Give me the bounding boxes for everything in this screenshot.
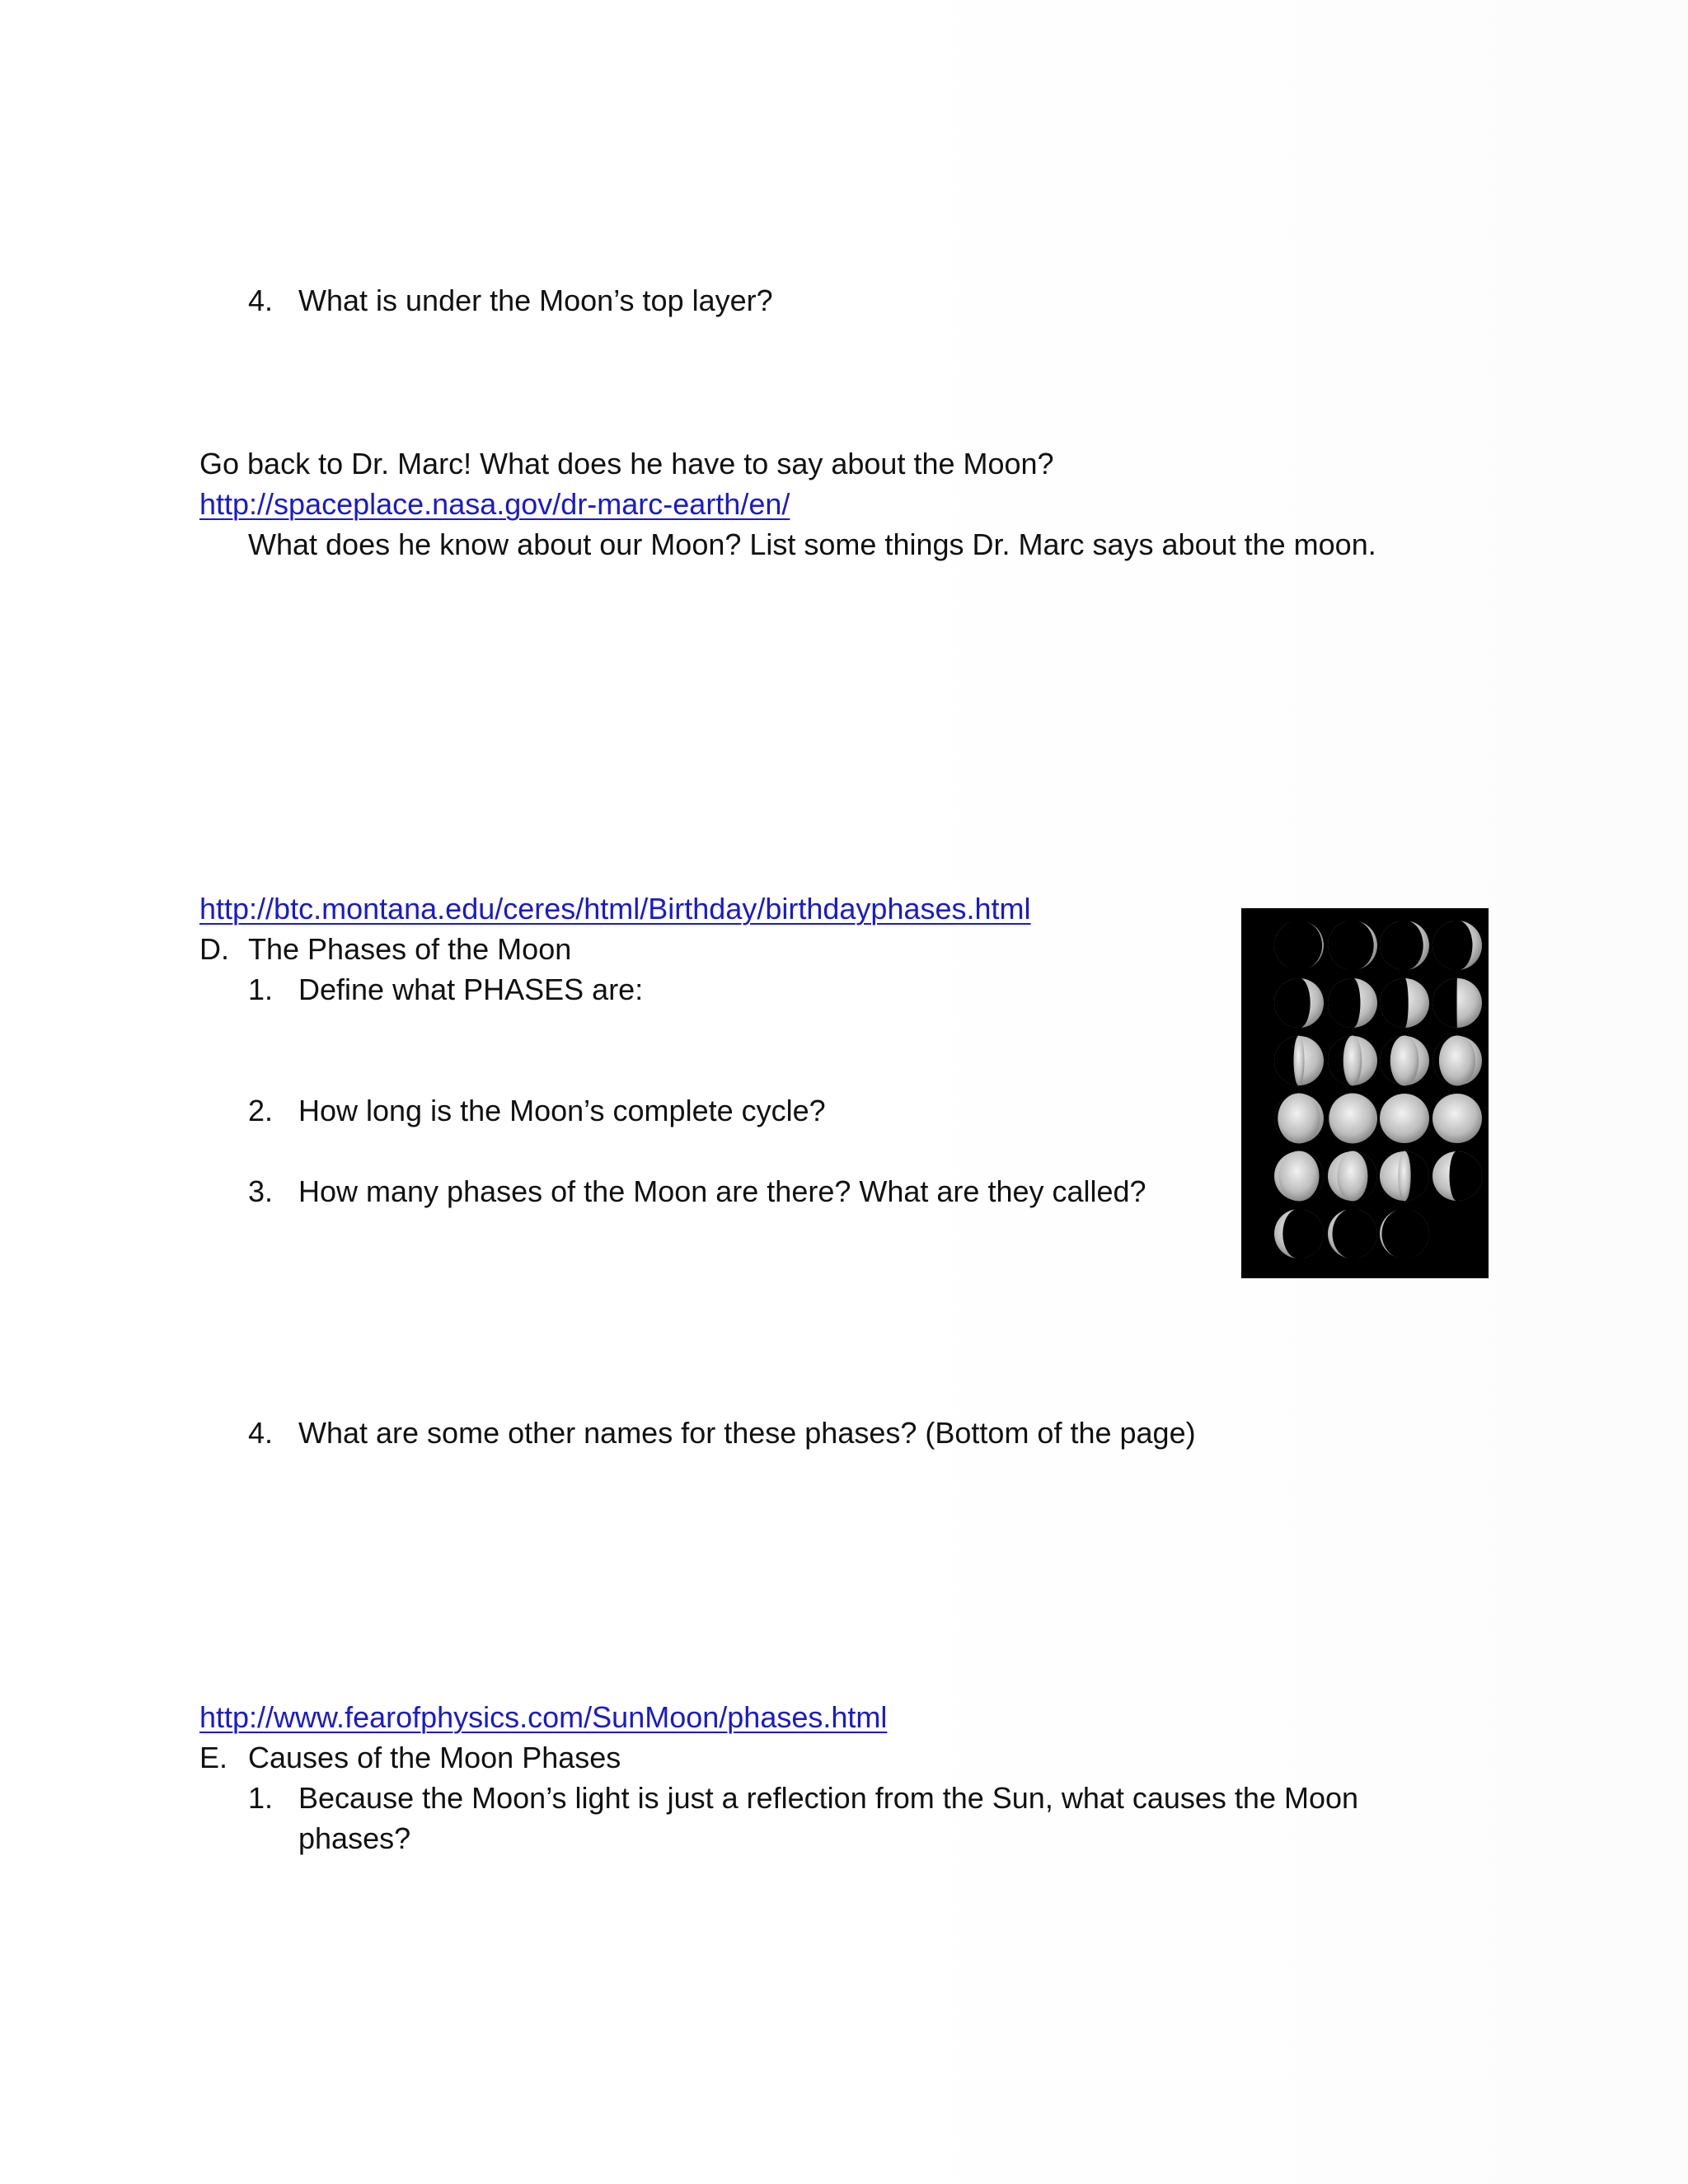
question-text: How many phases of the Moon are there? What are they called? [298,1174,1146,1208]
moon-phase [1274,978,1324,1029]
moon-phase [1380,1151,1429,1202]
section-e-link[interactable] [199,1697,887,1737]
question-4-moon-layer [248,280,773,321]
dr-marc-question: What does he know about our Moon? List some things Dr. Marc says about the moon. [248,527,1376,561]
moon-phase [1380,978,1429,1029]
section-d-question-1 [248,969,643,1010]
moon-phase [1274,1094,1324,1144]
section-e-question-1 [248,1778,1358,1818]
question-text: How long is the Moon’s complete cycle? [298,1094,826,1127]
dr-marc-prompt: Go back to Dr. Marc! What does he have to say about the Moon? [199,447,1054,480]
moon-phase [1274,921,1324,971]
moon-phase [1328,1094,1377,1144]
section-d-question-3 [248,1171,1146,1212]
section-e-heading [199,1737,621,1778]
moon-phase [1328,1036,1377,1086]
section-d-question-2 [248,1090,826,1131]
question-text: What is under the Moon’s top layer? [298,284,773,317]
moon-phase [1274,1036,1324,1086]
moon-phase [1328,978,1377,1029]
dr-marc-link[interactable] [199,484,790,524]
section-letter: D. [199,932,229,966]
moon-phase [1274,1151,1324,1202]
moon-phase [1432,921,1482,971]
question-number: 2. [248,1094,274,1127]
question-text: Define what PHASES are: [298,972,644,1006]
question-text: What are some other names for these phases? (Bottom of the page) [298,1416,1196,1450]
section-d-link[interactable] [199,888,1031,929]
moon-phase [1380,921,1429,971]
question-text-line-1: Because the Moon’s light is just a reflection from the Sun, what causes the Moon [298,1781,1359,1815]
moon-phase [1274,1209,1324,1259]
moon-phase [1432,1094,1482,1143]
section-d-heading [199,929,571,969]
moon-phase [1380,1209,1429,1259]
moon-phase [1328,1209,1377,1259]
section-title: Causes of the Moon Phases [248,1741,621,1774]
moon-phases-icon [1241,908,1489,1278]
section-e-question-1-continued: phases? [298,1821,411,1855]
moon-phases-photo [1241,908,1489,1278]
fear-of-physics-url[interactable]: http://www.fearofphysics.com/SunMoon/phases.html [199,1700,888,1734]
moon-phase [1328,921,1377,971]
moon-phase [1432,1151,1482,1202]
section-letter: E. [199,1741,228,1774]
question-number: 1. [248,1781,274,1815]
moon-phase [1432,1036,1482,1086]
moon-phase [1380,1094,1429,1143]
dr-marc-url[interactable]: http://spaceplace.nasa.gov/dr-marc-earth/en/ [199,487,790,521]
section-d-question-4 [248,1413,1196,1453]
moon-phase [1380,1036,1429,1086]
question-number: 4. [248,284,274,317]
question-number: 4. [248,1416,274,1450]
moon-phase [1432,978,1482,1029]
question-number: 1. [248,972,274,1006]
birthday-phases-url[interactable]: http://btc.montana.edu/ceres/html/Birthday/birthdayphases.html [199,892,1031,926]
section-title: The Phases of the Moon [248,932,572,966]
question-number: 3. [248,1174,274,1208]
moon-phase [1328,1151,1377,1202]
